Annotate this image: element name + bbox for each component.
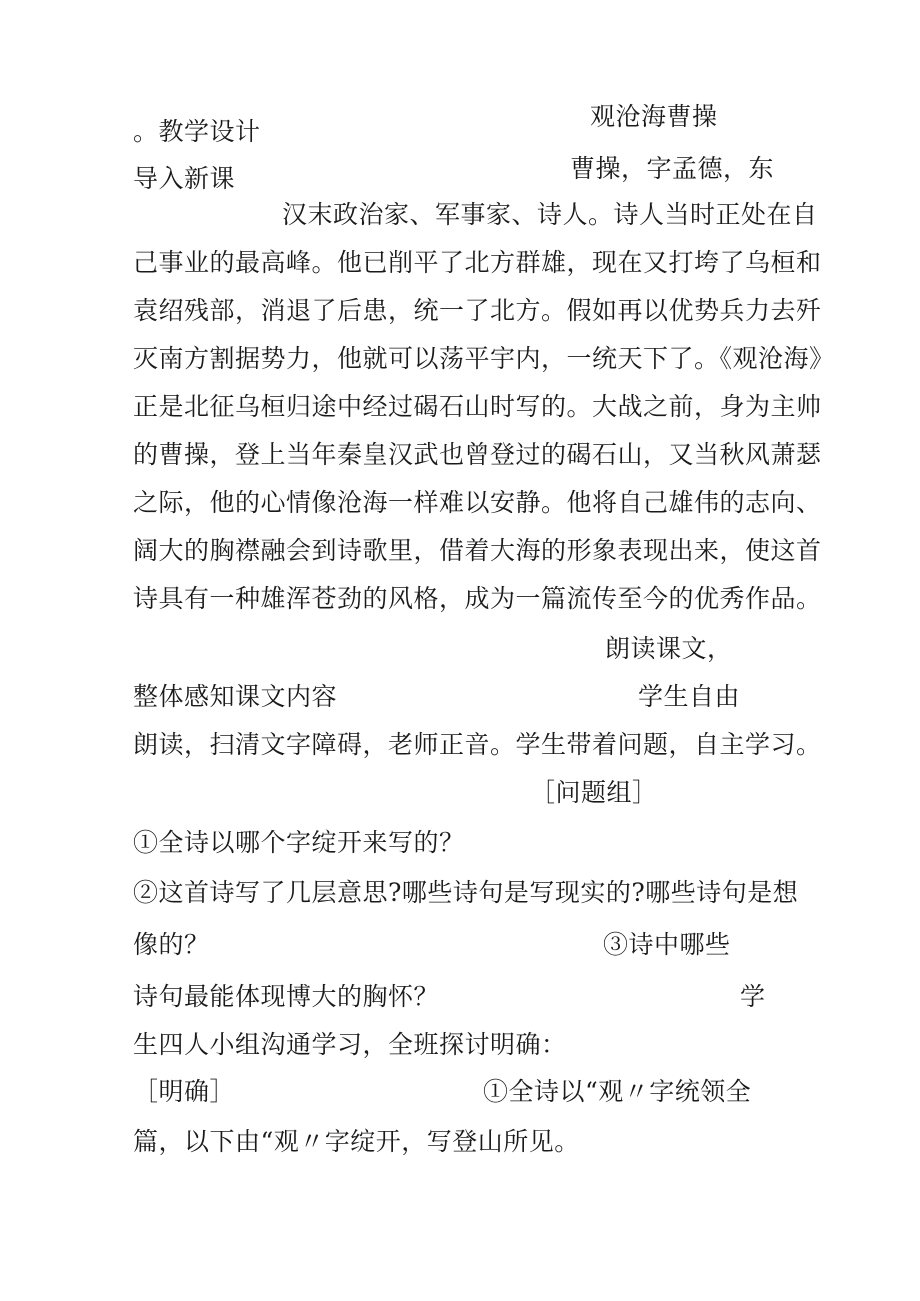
xue-char: 学 — [740, 982, 766, 1011]
reading-heading: 朗读课文， — [605, 634, 733, 663]
clarify-heading: ［明确］ — [133, 1077, 236, 1106]
section-heading-intro: 导入新课 — [133, 164, 236, 193]
intro-line: 己事业的最高峰。他已削平了北方群雄，现在又打垮了乌桓和 — [133, 248, 822, 277]
question-3-end: 诗句最能体现博大的胸怀？ — [133, 982, 440, 1011]
section-heading-perception: 整体感知课文内容 — [133, 682, 338, 711]
intro-line: 汉末政治家、军事家、诗人。诗人当时正处在自 — [282, 200, 818, 229]
question-1: ①全诗以哪个字绽开来写的？ — [133, 828, 465, 857]
reading-instruction-line: 朗读，扫清文字障碍，老师正音。学生带着问题，自主学习。 — [133, 730, 822, 759]
doc-title-label: 。教学设计 — [133, 117, 261, 146]
question-group-heading: ［问题组］ — [530, 778, 658, 807]
intro-line: 正是北征乌桓归途中经过碣石山时写的。大战之前，身为主帅 — [133, 392, 822, 421]
question-3-start: ③诗中哪些 — [603, 930, 731, 959]
answer-1-start: ①全诗以“观〃字统领全 — [483, 1077, 752, 1106]
group-study-line: 生四人小组沟通学习，全班探讨明确： — [133, 1030, 567, 1059]
intro-line: 阔大的胸襟融会到诗歌里，借着大海的形象表现出来，使这首 — [133, 536, 822, 565]
intro-first-line: 曹操，字孟德，东 — [570, 154, 775, 183]
question-2-end: 像的？ — [133, 930, 210, 959]
intro-line: 的曹操，登上当年秦皇汉武也曾登过的碣石山，又当秋风萧瑟 — [133, 440, 822, 469]
intro-line: 灭南方割据势力，他就可以荡平宇内，一统天下了。《观沧海》 — [133, 344, 835, 373]
intro-line: 袁绍残部，消退了后患，统一了北方。假如再以优势兵力去歼 — [133, 296, 822, 325]
student-free-text: 学生自由 — [638, 682, 741, 711]
question-2: ②这首诗写了几层意思?哪些诗句是写现实的?哪些诗句是想 — [133, 878, 799, 907]
intro-line: 之际，他的心情像沧海一样难以安静。他将自己雄伟的志向、 — [133, 488, 822, 517]
intro-line: 诗具有一种雄浑苍劲的风格，成为一篇流传至今的优秀作品。 — [133, 584, 822, 613]
answer-1-end: 篇，以下由“观〃字绽开，写登山所见。 — [133, 1127, 580, 1156]
poem-title: 观沧海曹操 — [590, 102, 718, 131]
